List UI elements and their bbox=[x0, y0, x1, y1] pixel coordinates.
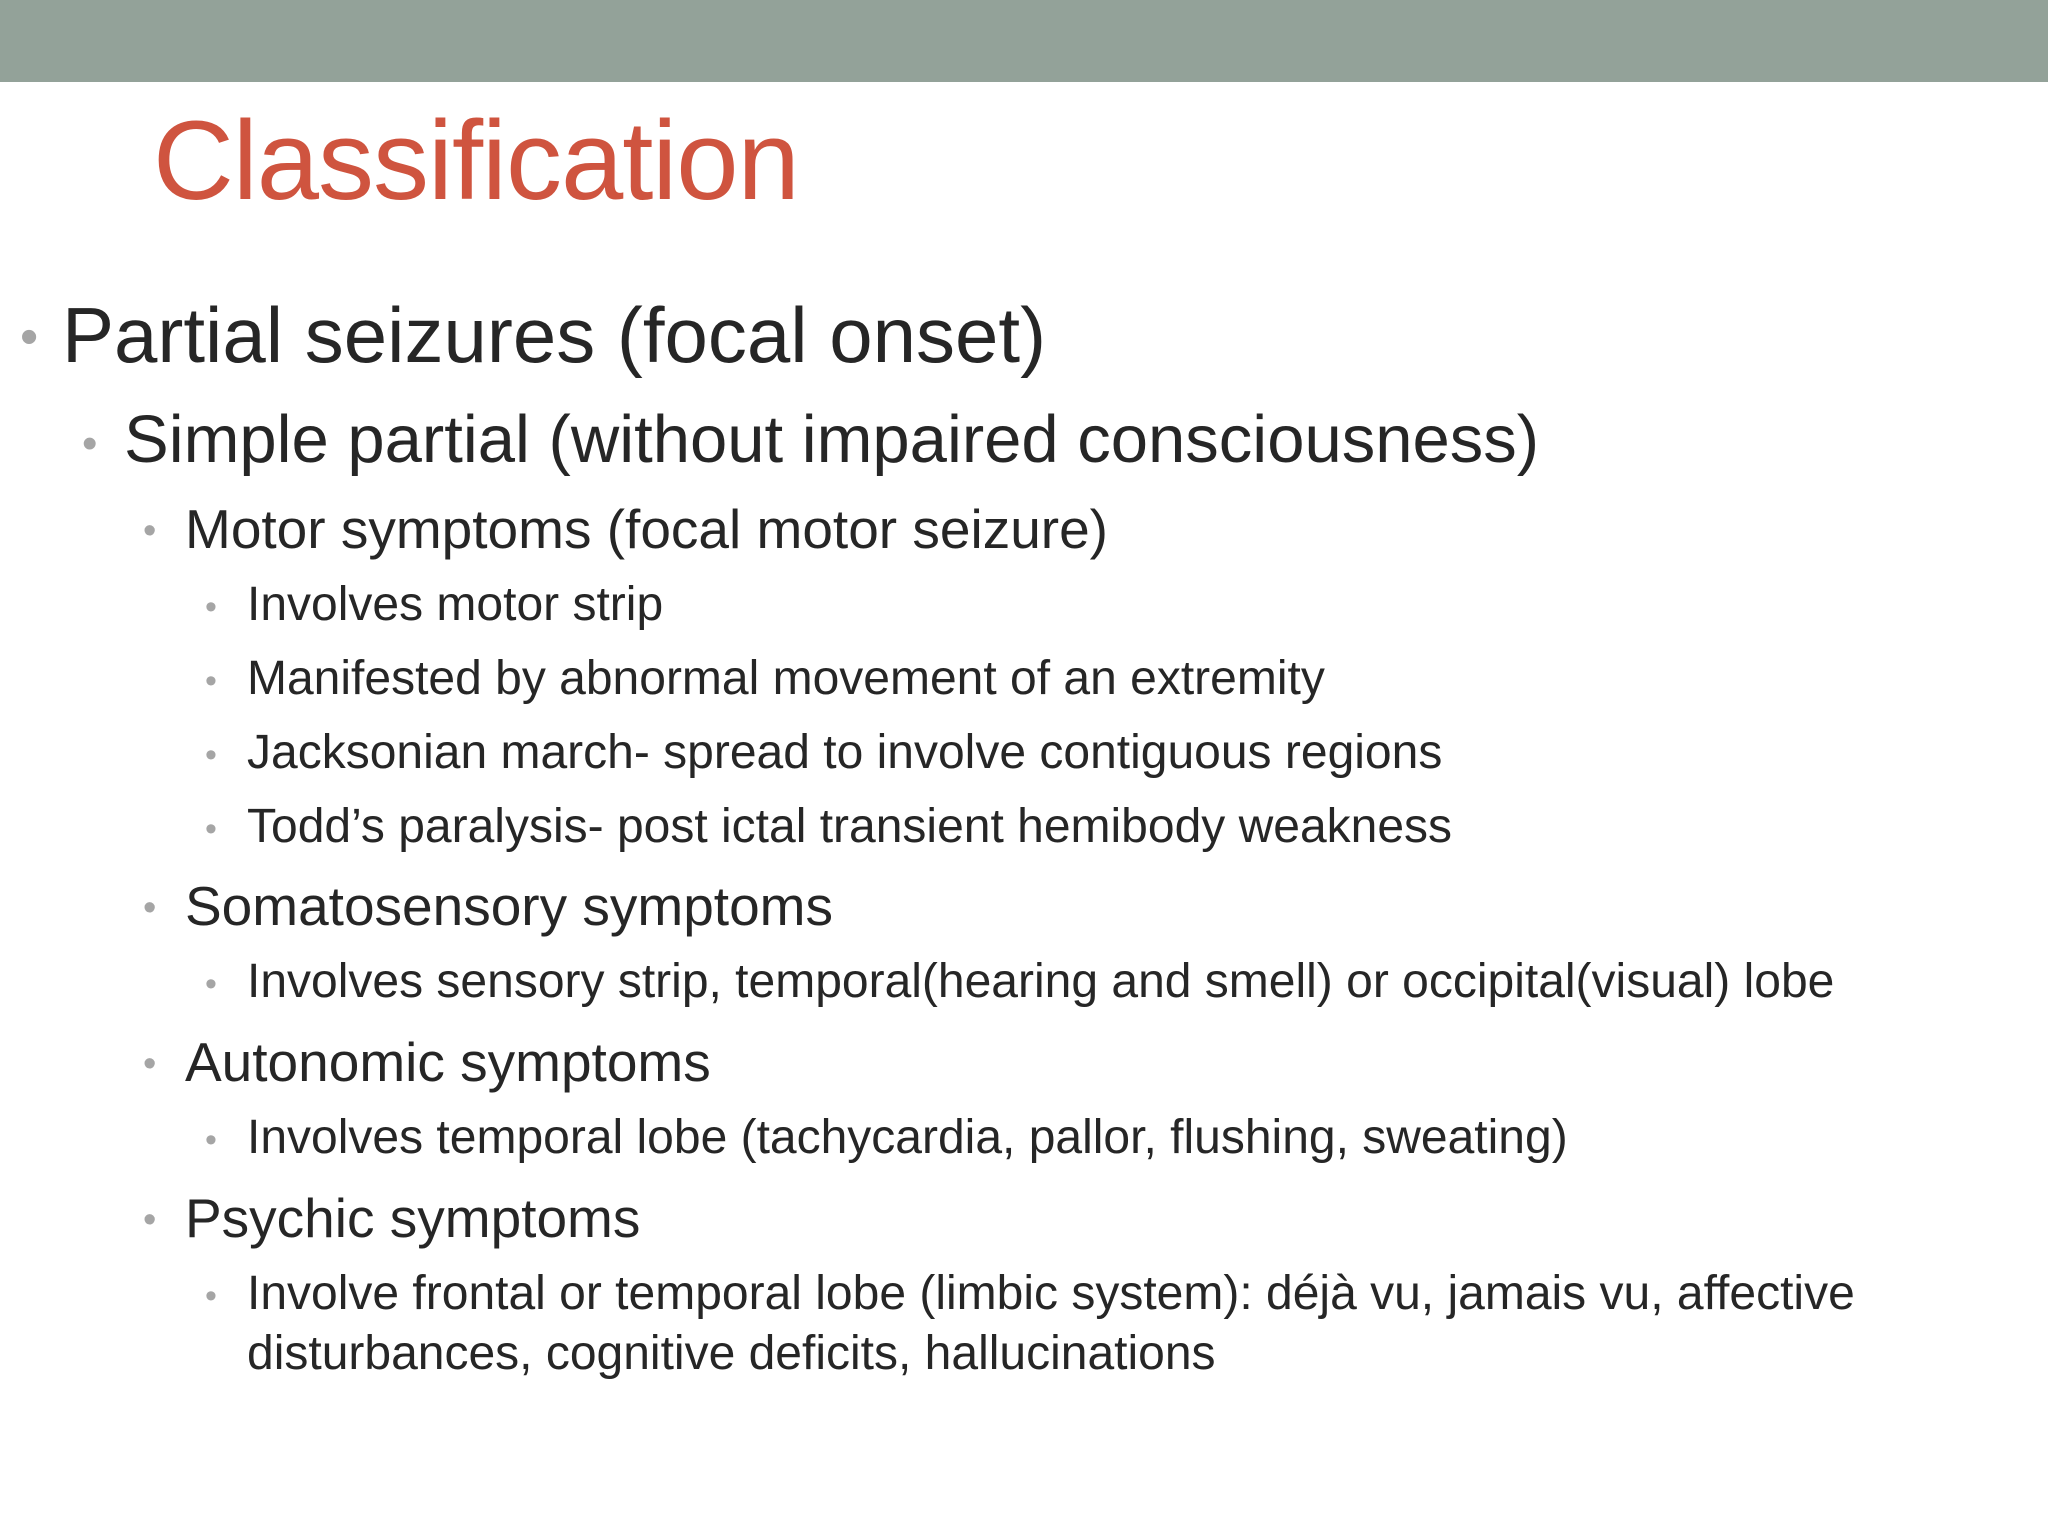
bullet-partial-seizures bbox=[20, 290, 1047, 380]
bullet-text: Manifested by abnormal movement of an extremity bbox=[247, 652, 1325, 705]
bullet-dot: • bbox=[82, 419, 98, 468]
bullet-limbic-system bbox=[205, 1264, 1987, 1384]
bullet-text: Simple partial (without impaired consciousness) bbox=[124, 402, 1540, 477]
slide-title: Classification bbox=[153, 98, 799, 223]
bullet-text: Involves sensory strip, temporal(hearing and smell) or occipital(visual) lobe bbox=[247, 955, 1835, 1008]
bullet-motor-strip bbox=[205, 575, 664, 635]
bullet-dot: • bbox=[205, 1277, 217, 1315]
bullet-temporal-lobe bbox=[205, 1108, 1568, 1168]
bullet-dot: • bbox=[143, 510, 157, 552]
bullet-dot: • bbox=[20, 308, 39, 366]
bullet-jacksonian-march bbox=[205, 723, 1443, 783]
bullet-abnormal-movement bbox=[205, 649, 1325, 709]
bullet-todds-paralysis bbox=[205, 797, 1453, 857]
bullet-text: Involves motor strip bbox=[247, 578, 664, 631]
bullet-text: Partial seizures (focal onset) bbox=[62, 291, 1047, 379]
bullet-text: Todd’s paralysis- post ictal transient hemibody weakness bbox=[247, 800, 1453, 853]
bullet-psychic-symptoms bbox=[143, 1186, 641, 1250]
bullet-dot: • bbox=[205, 588, 217, 626]
bullet-text: Somatosensory symptoms bbox=[185, 875, 833, 937]
bullet-sensory-strip bbox=[205, 952, 1835, 1012]
bullet-dot: • bbox=[205, 810, 217, 848]
bullet-dot: • bbox=[205, 965, 217, 1003]
bullet-text: Involve frontal or temporal lobe (limbic system): déjà vu, jamais vu, affective disturbances, cognitive deficits, hallucinations bbox=[247, 1267, 1855, 1380]
bullet-autonomic-symptoms bbox=[143, 1030, 711, 1094]
bullet-simple-partial bbox=[82, 401, 1540, 479]
bullet-dot: • bbox=[143, 1043, 157, 1085]
bullet-text: Autonomic symptoms bbox=[185, 1031, 711, 1093]
bullet-dot: • bbox=[143, 1199, 157, 1241]
bullet-dot: • bbox=[205, 662, 217, 700]
bullet-somatosensory-symptoms bbox=[143, 874, 833, 938]
bullet-text: Jacksonian march- spread to involve contiguous regions bbox=[247, 726, 1443, 779]
bullet-text: Involves temporal lobe (tachycardia, pallor, flushing, sweating) bbox=[247, 1111, 1568, 1164]
bullet-dot: • bbox=[205, 736, 217, 774]
bullet-dot: • bbox=[143, 887, 157, 929]
bullet-dot: • bbox=[205, 1121, 217, 1159]
bullet-text: Motor symptoms (focal motor seizure) bbox=[185, 498, 1108, 560]
bullet-motor-symptoms bbox=[143, 497, 1108, 561]
bullet-text: Psychic symptoms bbox=[185, 1187, 641, 1249]
